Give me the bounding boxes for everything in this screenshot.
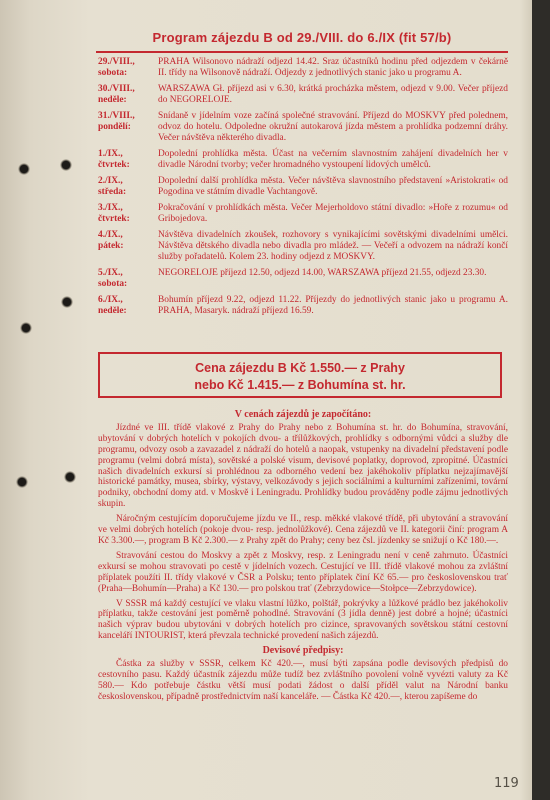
included-heading: V cenách zájezdů je započítáno: [234,409,372,420]
schedule-day: 1./IX., čtvrtek: [98,149,130,170]
schedule-day: 6./IX., neděle: [98,295,127,316]
schedule-row [98,203,508,225]
schedule-list [98,57,508,322]
schedule-day: 2./IX., středa: [98,176,127,197]
schedule-row [98,295,508,317]
paragraph: V SSSR má každý cestující ve vlaku vlastní lůžko, polštář, pokrývky a lůžkové prádlo bez jakéhokoliv příplatku, takže cestování jest poměrně pohodlné. Stravování (3 jídla denně) jest dobré a hojné; účastníci našich výprav budou ubytováni v dobrých hotelích pro cizince, spravovaných sovětskou státní cestovní kanceláří INTOURIST, která převzala technické provedení našich zájezdů. [98,598,508,642]
devisa-paragraph: Částka za služby v SSSR, celkem Kč 420.—, musí býti zapsána podle devisových předpisů do cestovního pasu. Každý účastník zájezdu může tudíž bez zvláštního povolení volně vyvézti valuty za Kč 580.— Kdo potřebuje částku větší musí podati žádost o další příděl valut na Národní banku československou, případně prostřednictvím naší kanceláře. — Částka Kč 420.—, kterou zapíšeme do [98,659,508,702]
schedule-day: 31./VIII., pondělí: [98,111,135,132]
schedule-day: 29./VIII., sobota: [98,57,135,78]
binding-hole [18,163,30,175]
schedule-row [98,176,508,198]
schedule-text: Bohumín příjezd 9.22, odjezd 11.22. Příjezdy do jednotlivých stanic jako u programu A. PRAHA, Masaryk. nádraží příjezd 16.59. [158,295,508,316]
schedule-day: 3./IX., čtvrtek: [98,203,130,224]
schedule-day: 5./IX., sobota: [98,268,128,289]
title-divider [96,51,508,53]
schedule-text: NEGORELOJE příjezd 12.50, odjezd 14.00, WARSZAWA příjezd 21.55, odjezd 23.30. [158,268,487,278]
schedule-row [98,84,508,106]
conditions-text [98,410,508,707]
page-number: 119 [494,776,519,791]
schedule-text: Návštěva divadelních zkoušek, rozhovory s vynikajícími sovětskými divadelními umělci. Návštěva dětského divadla nebo divadla pro mládež. — Večeří a odvozem na nádraží končí služby pořadatelů. Kolem 23. hodiny odjezd z MOSKVY. [158,230,508,262]
schedule-text: Dopolední prohlídka města. Účast na večerním slavnostním zahájení divadelních her v divadle Národní tvorby; večer hromadného vystoupení lidových umělců. [158,149,508,170]
binding-hole [16,476,28,488]
price-line-prague: Cena zájezdu B Kč 1.550.— z Prahy [195,361,405,375]
paragraph: Jízdné ve III. třídě vlakové z Prahy do Prahy nebo z Bohumína st. hr. do Bohumína, stravování, ubytování v dobrých hotelích v pokojích dvou- a třílůžkových, prohlídky s odbornými vůdci a služby dle programu, odvozy osob a zavazadel z nádraží do hotelů a naopak, vstupenky na divadelní představení podle programu (velmi dobrá místa), sovětské a polské visum, devisové poplatky, doprovod, zpropitné. Účastníci našich divadelních exkursí si prohlédnou za odborného vedení bez jakéhokoliv příplatku nejzajímavější historické památky, musea, sbírky, výstavy, velkozávody s jejich sociálními a kulturními zařízeními, tovární podniky, obchodní domy atd. v Moskvě i Leningradu. Prohlídky budou prováděny podle zájmu jednotlivých skupin. [98,422,508,510]
binding-hole [61,296,73,308]
schedule-text: PRAHA Wilsonovo nádraží odjezd 14.42. Sraz účastníků hodinu před odjezdem v čekárně II. třídy na Wilsonově nádraží. Odjezdy z jednotlivých stanic jako u programu A. [158,57,508,78]
binding-hole [60,159,72,171]
binding-hole [64,471,76,483]
devisa-heading: Devisové předpisy: [262,645,344,657]
binding-hole [20,322,32,334]
schedule-day: 30./VIII., neděle: [98,84,135,105]
schedule-text: Pokračování v prohlídkách města. Večer Mejerholdovo státní divadlo: »Hoře z rozumu« od Gribojedova. [158,203,508,224]
schedule-row [98,149,508,171]
schedule-row [98,268,508,290]
program-title: Program zájezdu B od 29./VIII. do 6./IX (fit 57/b) [152,30,452,45]
schedule-row [98,230,508,263]
price-box [98,352,502,398]
schedule-text: WARSZAWA Gł. příjezd asi v 6.30, krátká procházka městem, odjezd v 9.00. Večer příjezd do NEGORELOJE. [158,84,508,105]
paragraph: Stravování cestou do Moskvy a zpět z Moskvy, resp. z Leningradu není v ceně zahrnuto. Účastníci exkursí se mohou stravovati po cestě v jídelních vozech. Cestující ve III. třídě vlakové mohou za zvláštní příplatek použíti II. třídy vlakové v ČSR a Polsku; tento příplatek činí Kč 65.— pro československou trať (Praha—Bohumín—Praha) a Kč 130.— pro polskou trať (Zebrzydowice—Stołpce—Zebrzydowice). [98,550,508,594]
schedule-row [98,57,508,79]
schedule-text: Dopolední další prohlídka města. Večer návštěva slavnostního představení »Aristokrati« od Pogodina ve státním divadle Vachtangově. [158,176,508,197]
schedule-day: 4./IX., pátek: [98,230,124,251]
price-line-bohumin: nebo Kč 1.415.— z Bohumína st. hr. [194,378,406,392]
schedule-row [98,111,508,144]
schedule-text: Snídaně v jídelním voze začíná společné stravování. Příjezd do MOSKVY před polednem, odvoz do hotelu. Odpoledne okružní autokarová jízda městem a prohlídka podzemní dráhy. Večer návštěva některého divadla. [158,111,508,143]
paragraph: Náročným cestujícím doporučujeme jízdu ve II., resp. měkké vlakové třídě, při ubytování a stravování ve velmi dobrých hotelích (pokoje dvou- resp. jednolůžkové). Cena zájezdů ve II. kategorii činí: program A Kč 3.300.—, program B Kč 2.300.— z Prahy zpět do Prahy; ceny bez čsl. jízdenky se snižují o Kč 180.—. [98,514,508,546]
